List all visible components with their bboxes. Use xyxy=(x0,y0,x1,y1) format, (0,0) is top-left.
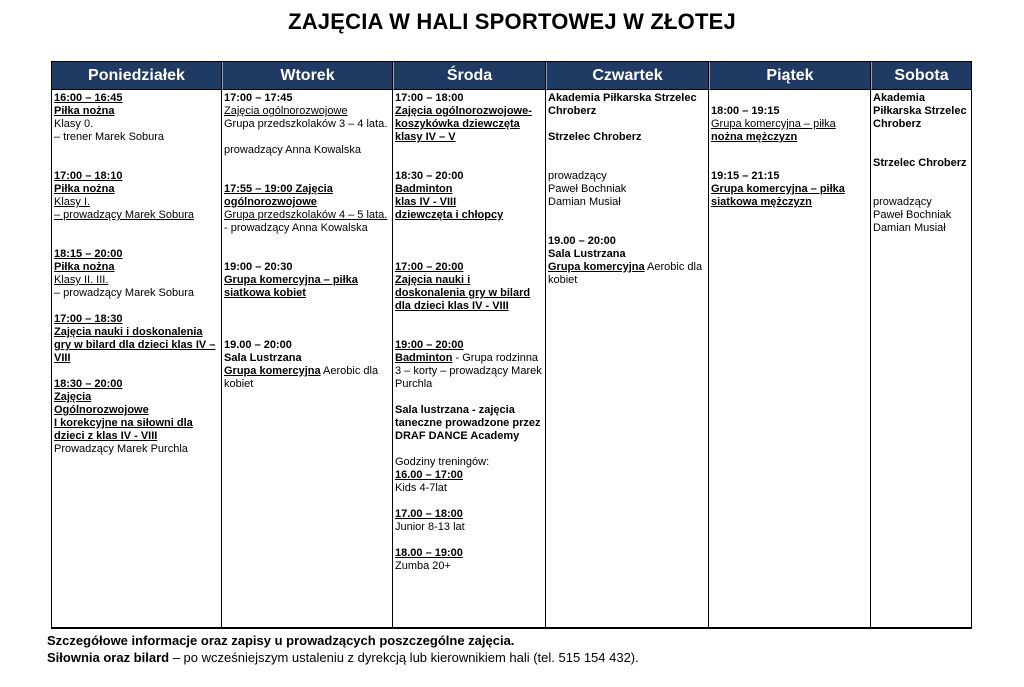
day-body-saturday xyxy=(871,90,971,235)
footer-gym-text: – po wcześniejszym ustaleniu z dyrekcją lub kierownikiem hali (tel. 515 154 432). xyxy=(169,650,639,665)
schedule-entry xyxy=(395,170,543,222)
schedule-entry xyxy=(873,157,969,170)
entry-line: 18:15 – 20:00 xyxy=(54,248,123,260)
schedule-entry xyxy=(224,339,390,391)
entry-line: Zajęcia nauki i doskonalenia gry w bilard dla dzieci klas IV - VIII xyxy=(395,274,531,312)
entry-line: Prowadzący Marek Purchla xyxy=(54,443,188,455)
entry-line: 19:00 – 20:30 xyxy=(224,261,293,273)
weekly-schedule-table xyxy=(51,61,972,629)
schedule-entry xyxy=(224,183,390,235)
day-body-tuesday xyxy=(222,90,392,391)
schedule-entry xyxy=(54,378,219,456)
entry-line: klas IV - VIII xyxy=(395,196,457,208)
schedule-entry xyxy=(54,170,219,222)
column-friday xyxy=(709,62,871,627)
entry-line: Grupa komercyjna – piłka siatkowa kobiet xyxy=(224,274,358,299)
column-monday xyxy=(52,62,222,627)
schedule-entry xyxy=(395,339,543,391)
entry-line: Klasy 0. xyxy=(54,118,94,130)
schedule-entry xyxy=(54,248,219,300)
entry-line: I korekcyjne na siłowni dla dzieci z klas IV - VIII xyxy=(54,417,193,442)
column-saturday xyxy=(871,62,971,627)
entry-line: Badminton xyxy=(395,183,453,195)
entry-line: Zajęcia nauki i doskonalenia gry w bilard dla dzieci klas IV – VIII xyxy=(54,326,216,364)
entry-line: Strzelec Chroberz xyxy=(548,131,642,143)
day-body-monday xyxy=(52,90,221,456)
entry-line: Piłka nożna xyxy=(54,105,115,117)
entry-line: 16:00 – 16:45 xyxy=(54,92,123,104)
entry-line: prowadzący Anna Kowalska xyxy=(224,144,361,156)
entry-line: 17:00 – 18:30 xyxy=(54,313,123,325)
column-tuesday xyxy=(222,62,393,627)
entry-line: – prowadzący Marek Sobura xyxy=(54,287,195,299)
day-header-friday: Piątek xyxy=(709,62,870,90)
schedule-entry xyxy=(395,92,543,144)
entry-line: Zajęcia xyxy=(54,391,92,403)
entry-line: dziewczęta i chłopcy xyxy=(395,209,504,221)
entry-line: 19:00 – 20:00 xyxy=(395,339,464,351)
entry-line: 17:00 – 20:00 xyxy=(395,261,464,273)
day-header-saturday: Sobota xyxy=(871,62,971,90)
entry-line: Damian Musiał xyxy=(548,196,621,208)
schedule-entry xyxy=(54,313,219,365)
entry-line: Ogólnorozwojowe xyxy=(54,404,149,416)
entry-line: Zajęcia ogólnorozwojowe- koszykówka dziewczęta klasy IV – V xyxy=(395,105,532,143)
entry-line: Grupa komercyjna Aerobic dla kobiet xyxy=(548,261,703,286)
entry-line: – trener Marek Sobura xyxy=(54,131,165,143)
entry-line: Paweł Bochniak xyxy=(873,209,952,221)
entry-line: 17:00 – 18:10 xyxy=(54,170,123,182)
entry-line: Badminton - Grupa rodzinna 3 – korty – prowadzący Marek Purchla xyxy=(395,352,542,390)
entry-line: 17.00 – 18:00 xyxy=(395,508,463,520)
entry-line: 17:00 – 17:45 xyxy=(224,92,293,104)
schedule-entry xyxy=(224,92,390,157)
entry-line: Sala Lustrzana xyxy=(224,352,302,364)
entry-line: - prowadzący Anna Kowalska xyxy=(224,222,368,234)
entry-line: 19.00 – 20:00 xyxy=(548,235,616,247)
entry-line: Grupa komercyjna Aerobic dla kobiet xyxy=(224,365,379,390)
schedule-entry xyxy=(395,508,543,534)
schedule-entry xyxy=(873,92,969,131)
entry-line: 17:00 – 18:00 xyxy=(395,92,464,104)
entry-line: Klasy II. III. xyxy=(54,274,109,286)
schedule-entry xyxy=(873,196,969,235)
entry-line: Kids 4-7lat xyxy=(395,482,447,494)
entry-line: Grupa przedszkolaków 3 – 4 lata. xyxy=(224,118,388,130)
schedule-entry xyxy=(395,261,543,313)
entry-line: 18:30 – 20:00 xyxy=(395,170,464,182)
entry-line: Piłka nożna xyxy=(54,183,115,195)
entry-line: Akademia Piłkarska Strzelec Chroberz xyxy=(548,92,697,117)
day-body-wednesday xyxy=(393,90,545,573)
schedule-entry xyxy=(54,92,219,144)
schedule-entry xyxy=(224,261,390,300)
entry-line: Damian Musiał xyxy=(873,222,946,234)
day-header-tuesday: Wtorek xyxy=(222,62,392,90)
entry-line: Paweł Bochniak xyxy=(548,183,627,195)
schedule-entry xyxy=(395,547,543,573)
entry-line: Sala lustrzana - zajęcia taneczne prowadzone przez DRAF DANCE Academy xyxy=(395,404,541,442)
entry-line: 18:30 – 20:00 xyxy=(54,378,123,390)
entry-line: Piłka nożna xyxy=(54,261,115,273)
entry-line: 16.00 – 17:00 xyxy=(395,469,463,481)
schedule-entry xyxy=(395,404,543,443)
schedule-entry xyxy=(548,170,706,209)
day-body-friday xyxy=(709,90,870,209)
footer-info: Szczegółowe informacje oraz zapisy u prowadzących poszczególne zajęcia. xyxy=(47,633,515,648)
entry-line: Godziny treningów: xyxy=(395,456,490,468)
column-thursday xyxy=(546,62,709,627)
entry-line: – prowadzący Marek Sobura xyxy=(54,209,195,221)
entry-line: Grupa przedszkolaków 4 – 5 lata. xyxy=(224,209,388,221)
schedule-entry xyxy=(711,105,868,144)
entry-line: 19.00 – 20:00 xyxy=(224,339,292,351)
entry-line: 19:15 – 21:15 xyxy=(711,170,780,182)
day-body-thursday xyxy=(546,90,708,287)
entry-line: prowadzący xyxy=(548,170,607,182)
schedule-entry xyxy=(711,170,868,209)
entry-line xyxy=(224,131,390,144)
entry-line: Junior 8-13 lat xyxy=(395,521,465,533)
page-title: ZAJĘCIA W HALI SPORTOWEJ W ZŁOTEJ xyxy=(288,9,736,34)
entry-line: Zumba 20+ xyxy=(395,560,451,572)
column-wednesday xyxy=(393,62,546,627)
entry-line: Grupa komercyjna – piłka nożna mężczyzn xyxy=(711,118,836,143)
day-header-wednesday: Środa xyxy=(393,62,545,90)
footer-gym-billiards xyxy=(47,649,639,666)
entry-line: 17:55 – 19:00 Zajęcia ogólnorozwojowe xyxy=(224,183,333,208)
footer-gym-label: Siłownia oraz bilard xyxy=(47,650,170,665)
entry-line: Klasy I. xyxy=(54,196,91,208)
entry-line: Strzelec Chroberz xyxy=(873,157,967,169)
footer-notes xyxy=(47,632,639,666)
entry-line: 18:00 – 19:15 xyxy=(711,105,780,117)
entry-line: Sala Lustrzana xyxy=(548,248,626,260)
entry-line: prowadzący xyxy=(873,196,932,208)
day-header-monday: Poniedziałek xyxy=(52,62,221,90)
entry-line: Akademia Piłkarska Strzelec Chroberz xyxy=(873,92,967,130)
schedule-entry xyxy=(548,235,706,287)
entry-line: Grupa komercyjna – piłka siatkowa mężczyzn xyxy=(711,183,845,208)
schedule-entry xyxy=(395,456,543,495)
entry-line: 18.00 – 19:00 xyxy=(395,547,463,559)
day-header-thursday: Czwartek xyxy=(546,62,708,90)
schedule-entry xyxy=(548,92,706,118)
entry-line: Zajęcia ogólnorozwojowe xyxy=(224,105,348,117)
schedule-entry xyxy=(548,131,706,144)
